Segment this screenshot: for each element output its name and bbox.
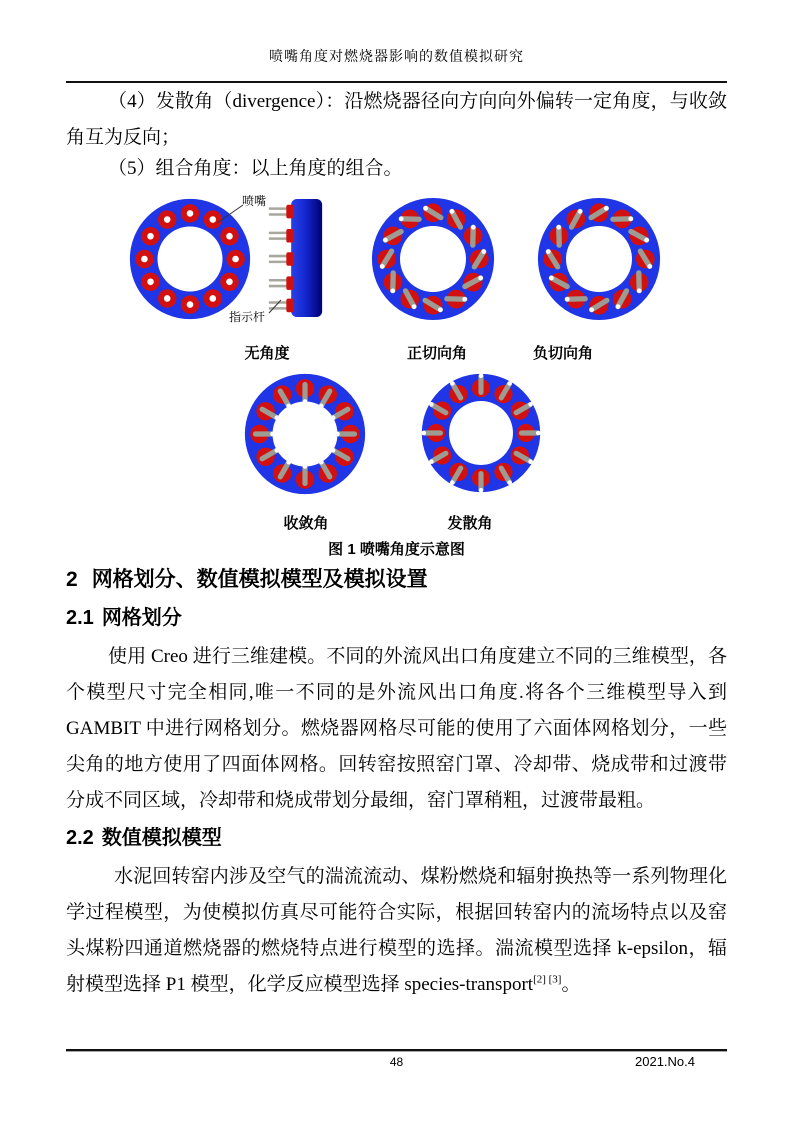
section-2-title: 网格划分、数值模拟模型及模拟设置 (91, 568, 428, 591)
section-2-2-heading (66, 825, 727, 851)
label-no-angle: 无角度 (244, 345, 290, 362)
section-2-2-number: 2.2 (66, 827, 94, 849)
section-2-heading (66, 566, 727, 594)
annotation-nozzle-label: 喷嘴 (242, 194, 267, 208)
paragraph-item5: （5）组合角度：以上角度的组合。 (108, 158, 403, 179)
section-2-number: 2 (66, 568, 78, 591)
burner-ring-negative-tangential-diagram (534, 194, 664, 324)
section-2-1-title: 网格划分 (101, 607, 182, 629)
label-positive-tangential: 正切向角 (406, 345, 468, 362)
section-2-1-paragraph: 使用 Creo 进行三维建模。不同的外流风出口角度建立不同的三维模型，各个模型尺寸完全相同,唯一不同的是外流风出口角度.将各个三维模型导入到 GAMBIT 中进行网格划分。燃烧器网格尽可能的使用了六面体网格划分，一些尖角的地方使用了四面体网格。回转窑按照窑门罩、冷却带、烧成带和过渡带分成不同区域，冷却带和烧成带划分最细，窑门罩稍粗，过渡带最粗。 (66, 646, 727, 811)
label-convergence: 收敛角 (283, 515, 329, 532)
nozzle-leader-line (216, 204, 244, 224)
section-2-1-heading (66, 605, 727, 631)
burner-ring-positive-tangential-diagram (368, 194, 498, 324)
citation-superscript: [2] [3] (533, 973, 562, 986)
label-negative-tangential: 负切向角 (532, 345, 594, 362)
running-title: 喷嘴角度对燃烧器影响的数值模拟研究 (269, 50, 524, 65)
page-number: 48 (389, 1055, 404, 1069)
burner-ring-divergence-diagram (418, 370, 544, 496)
annotation-indicator-rod-label: 指示杆 (229, 310, 266, 324)
figure-1 (66, 192, 727, 560)
section-2-2-title: 数值模拟模型 (101, 827, 222, 849)
section-2-2-text-end: 。 (561, 974, 581, 995)
section-2-2-text: 水泥回转窑内涉及空气的湍流流动、煤粉燃烧和辐射换热等一系列物理化学过程模型，为使模拟仿真尽可能符合实际，根据回转窑内的流场特点以及窑头煤粉四通道燃烧器的燃烧特点进行模型的选择。湍流模型选择 k-epsilon，辐射模型选择 P1 模型，化学反应模型选择 species-transport (66, 866, 727, 995)
paragraph-item4: （4）发散角（divergence）：沿燃烧器径向方向向外偏转一定角度，与收敛角互为反向； (66, 91, 727, 148)
indicator-rod-leader-line (268, 298, 282, 314)
section-2-2-paragraph (66, 859, 727, 1003)
header-rule (66, 81, 727, 83)
burner-ring-convergence-diagram (241, 370, 369, 498)
footer-rule (66, 1049, 727, 1051)
label-divergence: 发散角 (447, 515, 493, 532)
figure-caption: 图 1 喷嘴角度示意图 (328, 541, 465, 558)
section-2-1-number: 2.1 (66, 607, 94, 629)
issue-number: 2021.No.4 (635, 1054, 695, 1069)
